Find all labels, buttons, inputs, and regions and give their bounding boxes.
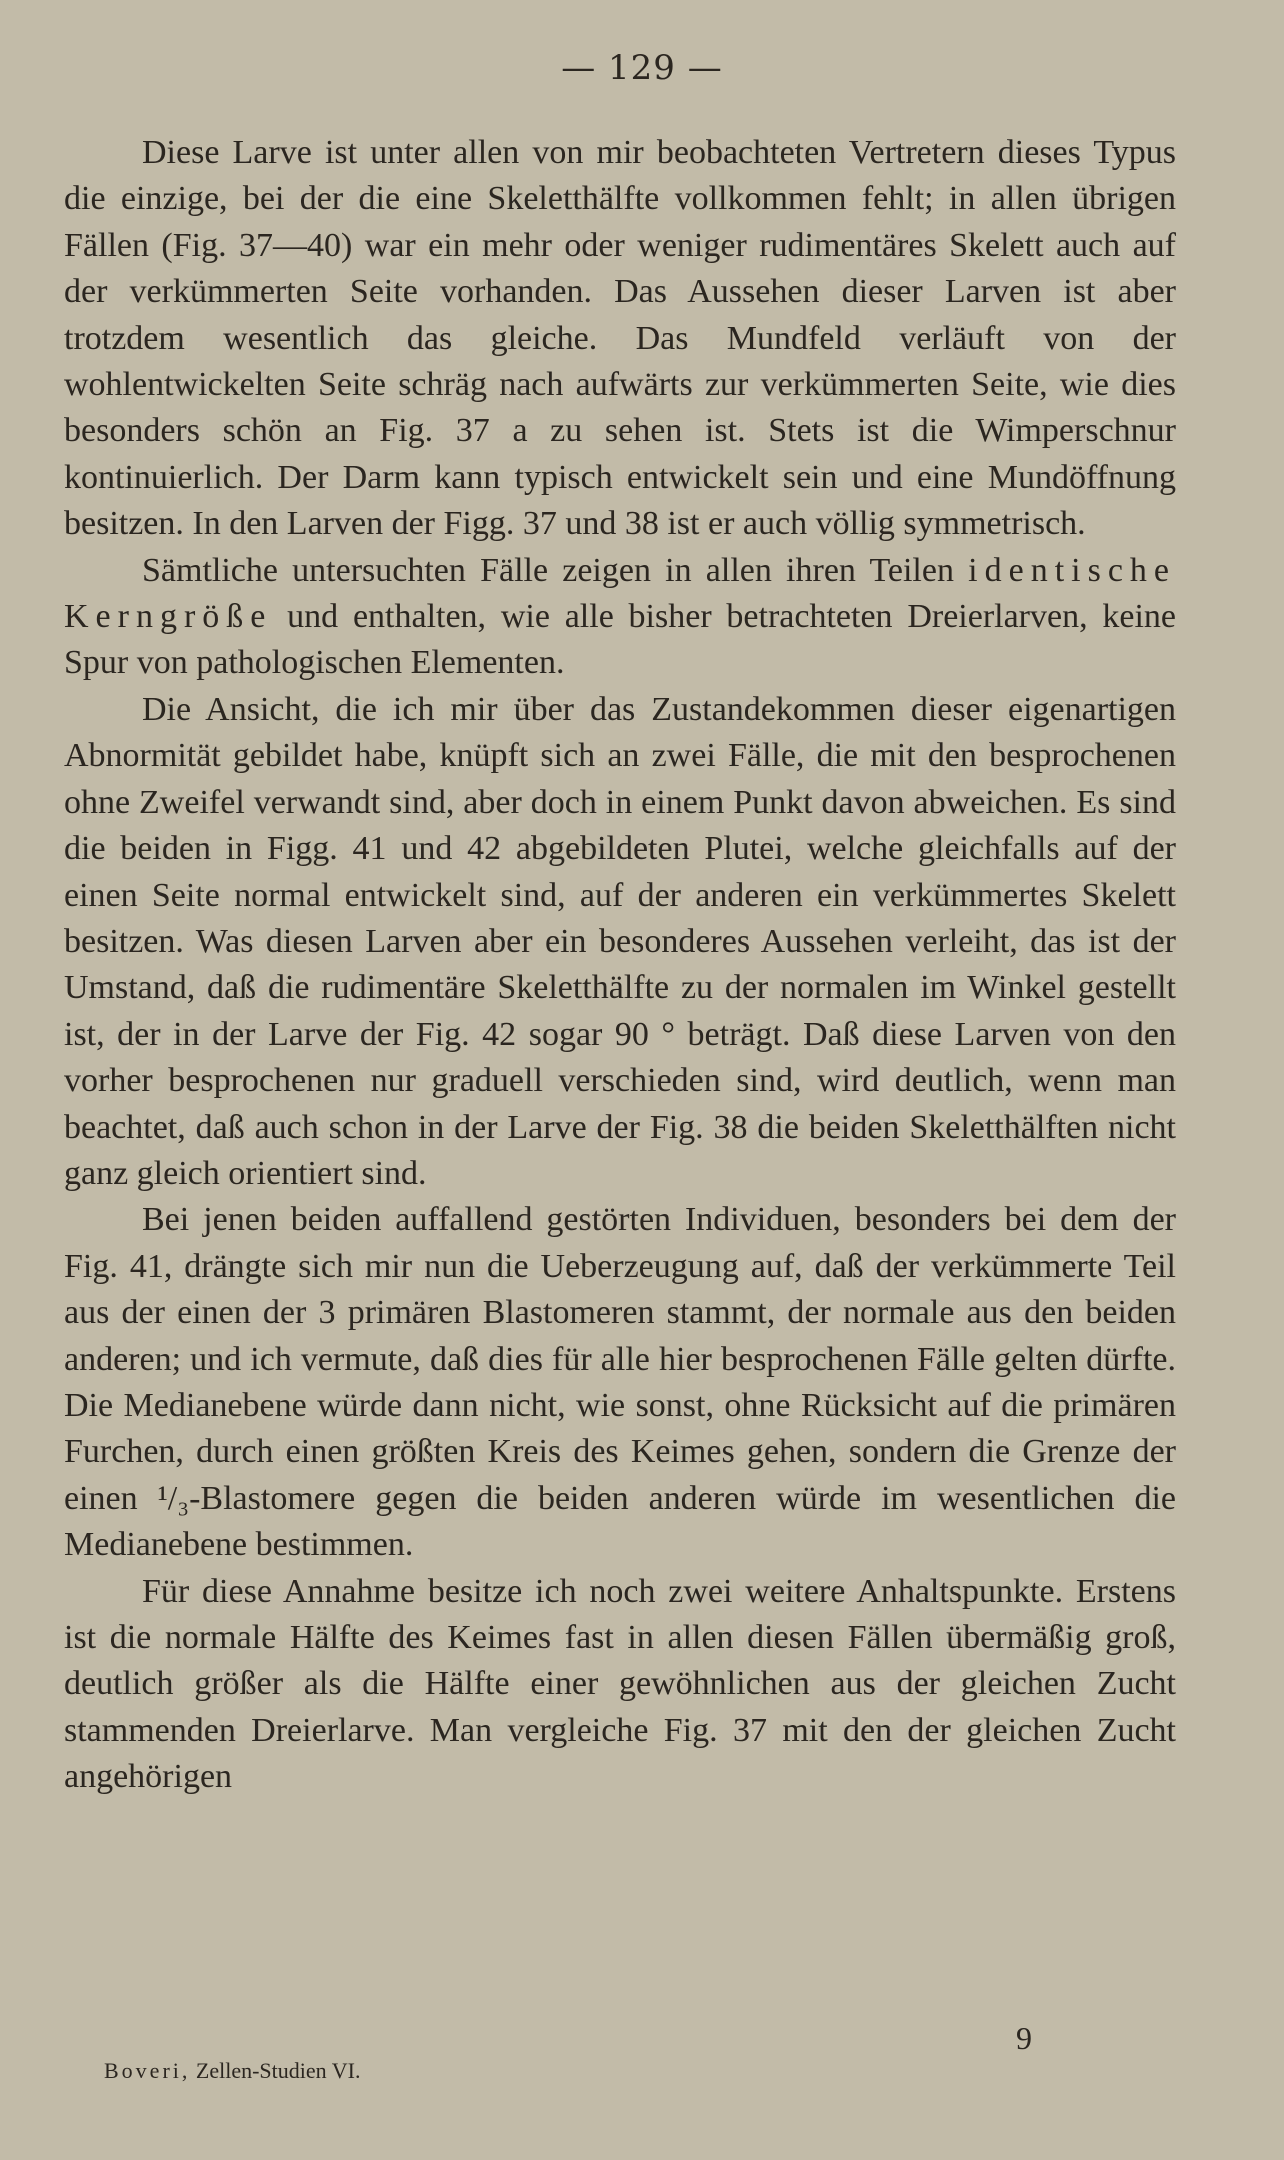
emphasis-spaced: identische Kerngröße (64, 551, 1177, 636)
paragraph-4: Bei jenen beiden auffallend gestörten Individuen, besonders bei dem der Fig. 41, drängte sich mir nun die Ueberzeugung auf, daß der verkümmerte Teil aus der einen der 3 primären Blastomeren stammt, der normale aus den beiden anderen; und ich vermute, daß dies für alle hier besprochenen Fälle gelten dürfte. Die Medianebene würde dann nicht, wie sonst, ohne Rücksicht auf die primären Furchen, durch einen größten Kreis des Keimes gehen, sondern die Grenze der einen ¹/₃-Blastomere gegen die beiden anderen würde im wesentlichen die Medianebene bestimmen. (64, 1201, 1176, 1564)
footer-author: Boveri, (104, 2058, 191, 2083)
paragraph-2-before: Sämtliche untersuchten Fälle zeigen in allen ihren Teilen (142, 551, 954, 589)
paragraph-2-after: und enthalten, wie alle bisher betrachteten Dreierlarven, keine Spur von pathologischen Elementen. (64, 598, 1176, 682)
paragraph-3: Die Ansicht, die ich mir über das Zustandekommen dieser eigenartigen Abnormität gebildet habe, knüpft sich an zwei Fälle, die mit den besprochenen ohne Zweifel verwandt sind, aber doch in einem Punkt davon abweichen. Es sind die beiden in Figg. 41 und 42 abgebildeten Plutei, welche gleichfalls auf der einen Seite normal entwickelt sind, auf der anderen ein verkümmertes Skelett besitzen. Was diesen Larven aber ein besonderes Aussehen verleiht, das ist der Umstand, daß die rudimentäre Skeletthälfte zu der normalen im Winkel gestellt ist, der in der Larve der Fig. 42 sogar 90 ° beträgt. Daß diese Larven von den vorher besprochenen nur graduell verschieden sind, wird deutlich, wenn man beachtet, daß auch schon in der Larve der Fig. 38 die beiden Skeletthälften nicht ganz gleich orientiert sind. (64, 690, 1176, 1192)
page-number: — 129 — (561, 48, 723, 88)
signature-mark: 9 (1016, 2020, 1032, 2056)
footer-title: Zellen-Studien VI. (195, 2058, 361, 2083)
body-text (64, 130, 1176, 1801)
paragraph-2 (64, 548, 1176, 687)
paragraph-5: Für diese Annahme besitze ich noch zwei weitere Anhaltspunkte. Erstens ist die normale Hälfte des Keimes fast in allen diesen Fällen übermäßig groß, deutlich größer als die Hälfte einer gewöhnlichen aus der gleichen Zucht stammenden Dreierlarve. Man vergleiche Fig. 37 mit den der gleichen Zucht angehörigen (64, 1572, 1176, 1796)
paragraph-1: Diese Larve ist unter allen von mir beobachteten Vertretern dieses Typus die einzige, bei der die eine Skeletthälfte vollkommen fehlt; in allen übrigen Fällen (Fig. 37—40) war ein mehr oder weniger rudimentäres Skelett auch auf der verkümmerten Seite vorhanden. Das Aussehen dieser Larven ist aber trotzdem wesentlich das gleiche. Das Mundfeld verläuft von der wohlentwickelten Seite schräg nach aufwärts zur verkümmerten Seite, wie dies besonders schön an Fig. 37 a zu sehen ist. Stets ist die Wimperschnur kontinuierlich. Der Darm kann typisch entwickelt sein und eine Mundöffnung besitzen. In den Larven der Figg. 37 und 38 ist er auch völlig symmetrisch. (64, 134, 1176, 543)
footer (104, 2058, 360, 2084)
